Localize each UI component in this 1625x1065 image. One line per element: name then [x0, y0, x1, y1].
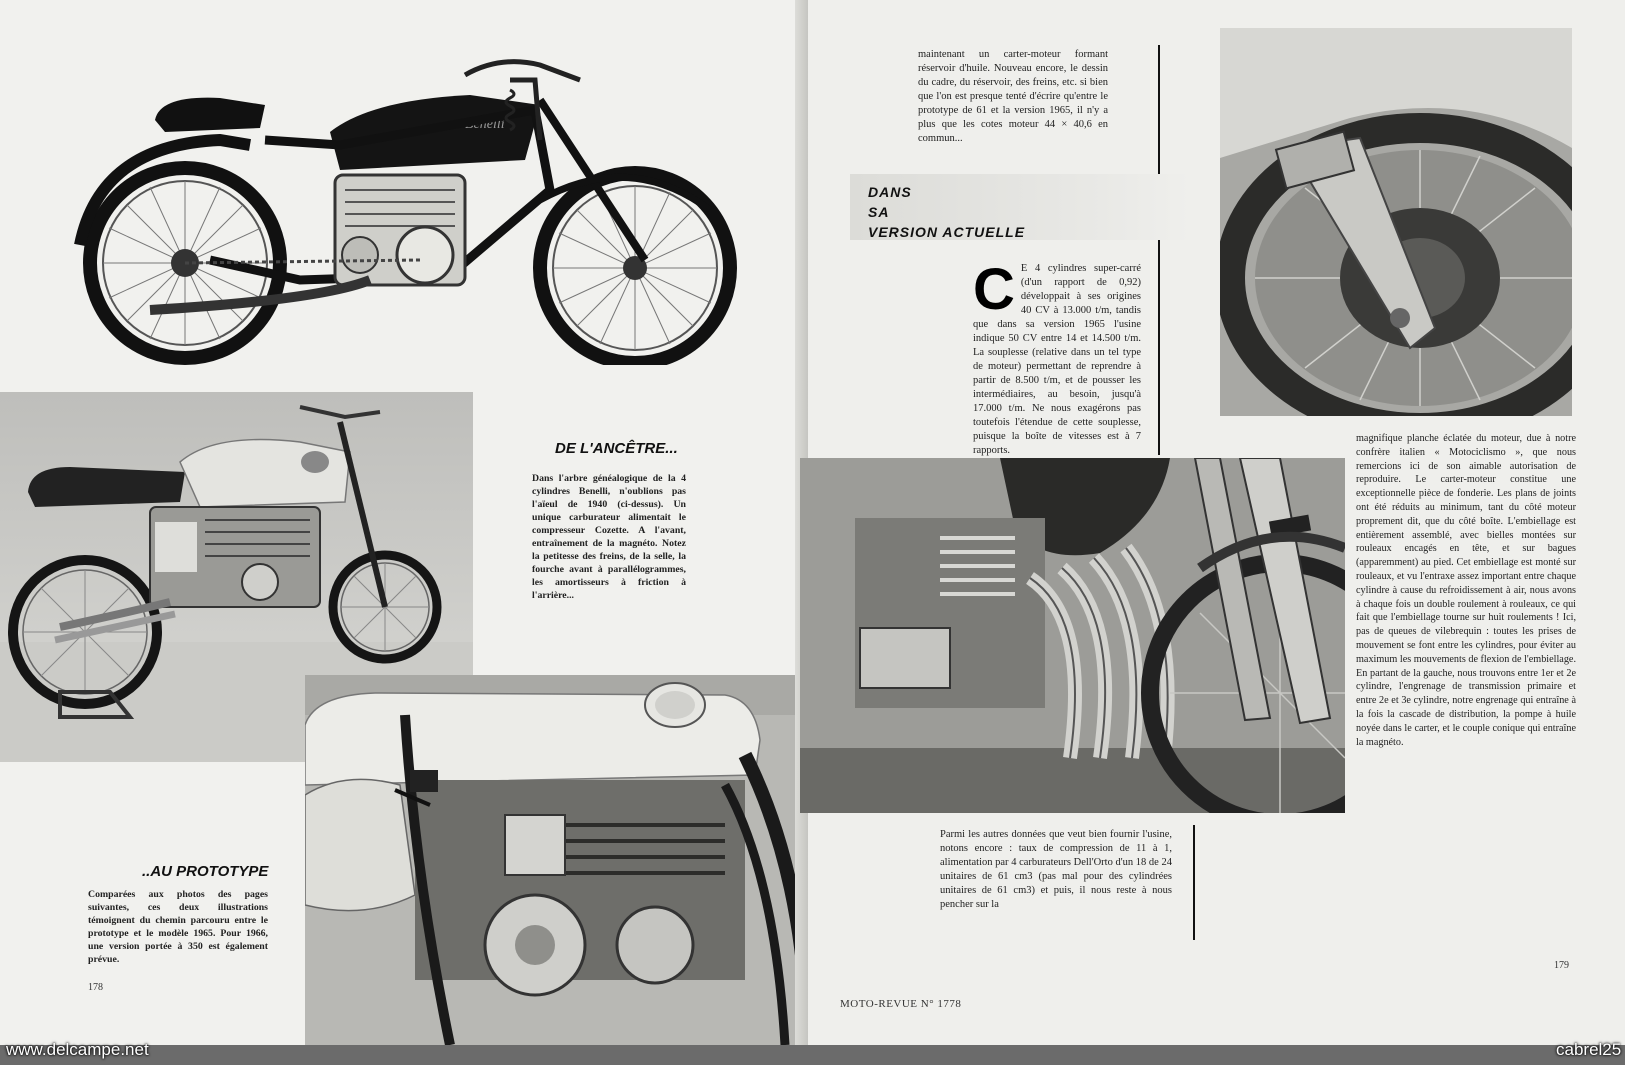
- prototype-heading: ..AU PROTOTYPE: [142, 863, 269, 880]
- column-rule-bottom: [1193, 825, 1195, 940]
- main-article-body: E 4 cylindres super-carré (d'un rapport de 0,92) développait à ses origines 40 CV à 13.000 t/m, tandis que dans sa version 1965 l'usine indique 50 CV entre 14 et 14.500 t/m. La souplesse (relative dans un tel type de moteur) permettant de reprendre à partir de 8.500 t/m, et de pousser les intermédiaires, au besoin, jusqu'à 17.000 t/m. Ne nous exagérons pas toutefois l'étendue de cette souplesse, puisque la boîte de vitesses est à 7 rapports.: [973, 263, 1141, 456]
- right-column-text: magnifique planche éclatée du moteur, due à notre confrère italien « Motociclismo », que nous remercions ici de son aimable autorisation de reproduire. Le carter-moteur constitue une exceptionnelle pièce de fonderie. Les plans de joints ont été réduits au minimum, tant du côté moteur proprement dit, que du côté boîte. L'embiellage est entièrement assemblé, avec bielles montées sur rouleaux encagés en tête, et sur bagues (apparemment) au pied. Cet embiellage est monté sur rouleaux, et vu l'entraxe assez important entre chaque cylindre à cause du refroidissement à air, nous avons à chaque fois un double roulement à rouleaux, ce qui fait que l'embiellage tourne sur huit roulements ! Ici, pas de queues de vilebrequin : toutes les prises de mouvement se font entre les cylindres, pour éviter au maximum les mouvements de flexion de l'embiellage. En partant de la gauche, nous trouvons entre 1er et 2e cylindre, l'engrenage de transmission primaire et entre 2e et 3e cylindre, notre engrenage qui entraîne à la fois la cascade de distribution, la pompe à huile noyée dans le carter, et le couple conique qui entraîne la magnéto.: [1356, 433, 1576, 748]
- ancestor-heading: DE L'ANCÊTRE...: [555, 440, 678, 457]
- magazine-footer: MOTO-REVUE N° 1778: [840, 998, 962, 1010]
- engine-data-paragraph: Parmi les autres données que veut bien fournir l'usine, notons encore : taux de compression de 11 à 1, alimentation par 4 carburateurs Dell'Orto d'un 18 de 24 unitaires de 61 cm3 (pas mal pour des cylindrées unitaires de 61 cm3) et puis, il nous reste à nous pencher sur la: [940, 829, 1172, 910]
- main-article-text: [973, 257, 1141, 458]
- ancestor-caption: Dans l'arbre généalogique de la 4 cylindres Benelli, n'oublions pas l'aïeul de 1940 (ci-dessus). Un unique carburateur alimentait le compresseur Cozette. A l'avant, entraînement de la magnéto. Notez la petitesse des freins, de la selle, la fourche avant à parallélogrammes, les amortisseurs à friction à l'arrière...: [532, 473, 686, 601]
- prototype-engine-photo: [305, 675, 808, 1045]
- left-page-number: 178: [88, 982, 103, 993]
- prototype-caption: Comparées aux photos des pages suivantes, ces deux illustrations témoignent du chemin parcouru entre le prototype et le modèle 1965. Pour 1966, une version portée à 350 est également prévue.: [88, 889, 268, 965]
- intro-paragraph: maintenant un carter-moteur formant réservoir d'huile. Nouveau encore, le dessin du cadre, du réservoir, des freins, etc. si bien que l'on est presque tenté d'écrire qu'entre le prototype de 61 et la version 1965, il n'y a plus que les cotes moteur 44 × 40,6 en commun...: [918, 49, 1108, 144]
- watermark-right: cabrel25: [1556, 1040, 1622, 1059]
- version-heading-line-3: VERSION ACTUELLE: [868, 224, 1026, 240]
- version-heading-line-2: SA: [868, 204, 890, 220]
- front-wheel-photo: [1220, 28, 1572, 416]
- watermark-left: www.delcampe.net: [6, 1040, 149, 1059]
- engine-closeup-photo: [800, 458, 1345, 813]
- column-rule-top: [1158, 45, 1160, 455]
- drop-cap: C: [973, 257, 1015, 322]
- right-page: [808, 0, 1625, 1059]
- svg-text:Benelli: Benelli: [465, 117, 505, 132]
- version-heading-line-1: DANS: [868, 184, 912, 200]
- right-page-number: 179: [1554, 960, 1569, 971]
- ancestor-motorcycle-photo: [70, 50, 750, 365]
